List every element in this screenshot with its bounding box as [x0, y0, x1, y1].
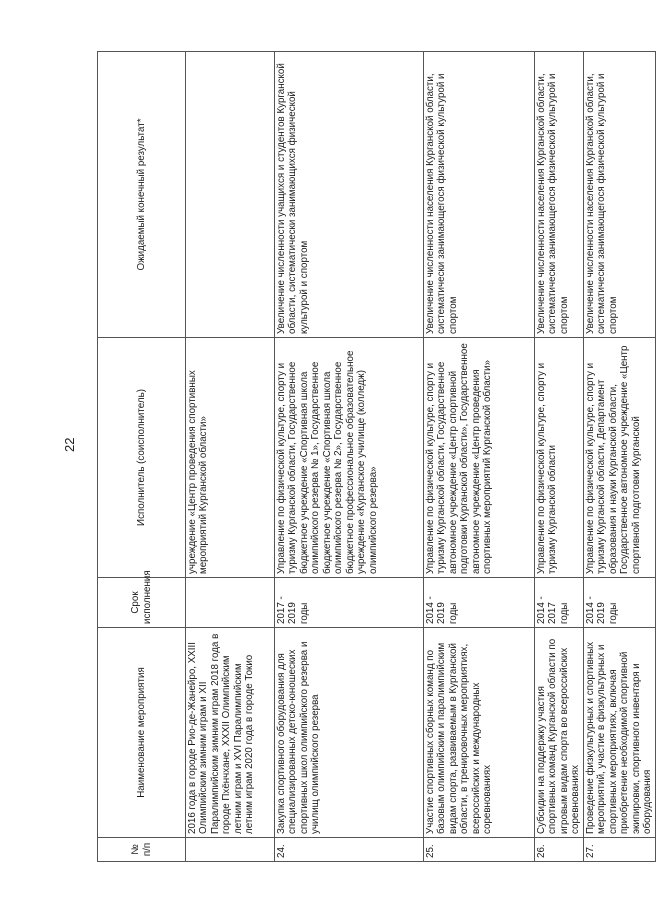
rotated-table-container: [97, 52, 654, 862]
cell-num: 27.: [583, 838, 655, 862]
cell-result: Увеличение численности населения Курганской области, систематически занимающегося физической культурой и спортом: [535, 52, 584, 338]
header-num: № п/п: [98, 838, 186, 862]
cell-executor: Управление по физической культуре, спорту и туризму Курганской области, Государственное автономное учреждение «Центр спортивной подготовки Курганской области», Государственное автономное учреждение «Центр проведения спортивных мероприятий Курганской области»: [424, 338, 535, 578]
cell-num: [186, 838, 275, 862]
table-row: [535, 52, 584, 862]
cell-result: Увеличение численности населения Курганской области, систематически занимающегося физической культурой и спортом: [424, 52, 535, 338]
header-result: Ожидаемый конечный результат*: [98, 52, 186, 338]
cell-executor: Управление по физической культуре, спорту и туризму Курганской области, Государственное бюджетное учреждение «Спортивная школа олимпийского резерва № 1», Государственное бюджетное учреждение «Спортивная школа олимпийского резерва № 2», Государственное бюджетное профессиональное образовательное учреждение «Курганское училище (колледж) олимпийского резерва»: [275, 338, 424, 578]
page-number: 22: [62, 437, 77, 452]
header-term: Срок исполнения: [98, 578, 186, 628]
cell-executor: Управление по физической культуре, спорту и туризму Курганской области: [535, 338, 584, 578]
table-header-row: [98, 52, 186, 862]
cell-term: 2014 - 2017 годы: [535, 578, 584, 628]
cell-num: 25.: [424, 838, 535, 862]
cell-name: Закупка спортивного оборудования для специализированных детско-юношеских спортивных школ олимпийского резерва и училищ олимпийского резерва: [275, 628, 424, 838]
cell-result: [186, 52, 275, 338]
cell-term: 2017 - 2019 годы: [275, 578, 424, 628]
cell-executor: Управление по физической культуре, спорту и туризму Курганской области, Департамент образования и науки Курганской области, Государственное автономное учреждение «Центр спортивной подготовки Курганской: [583, 338, 655, 578]
cell-num: 26.: [535, 838, 584, 862]
cell-executor: учреждение «Центр проведения спортивных мероприятий Курганской области»: [186, 338, 275, 578]
table-row: [186, 52, 275, 862]
table-row: [583, 52, 655, 862]
cell-name: Участие спортивных сборных команд по базовым олимпийским и паралимпийским видам спорта, развиваемым в Курганской области, в тренировочных мероприятиях, всероссийских и международных соревнованиях: [424, 628, 535, 838]
cell-term: [186, 578, 275, 628]
cell-name: Проведение физкультурных и спортивных мероприятий, участие в физкультурных и спортивных мероприятиях, включая приобретение необходимой спортивной экипировки, спортивного инвентаря и оборудования: [583, 628, 655, 838]
cell-name: Субсидии на поддержку участия спортивных команд Курганской области по игровым видам спорта во всероссийских соревнованиях: [535, 628, 584, 838]
cell-name: 2016 года в городе Рио-де-Жанейро, XXIII Олимпийским зимним играм и XII Паралимпийским зимним играм 2018 года в городе Пхёнчхане, XXXII Олимпийским летним играм и XVI Паралимпийским летним играм 2020 года в городе Токио: [186, 628, 275, 838]
cell-result: Увеличение численности учащихся и студентов Курганской области, систематически занимающихся физической культурой и спортом: [275, 52, 424, 338]
header-executor: Исполнитель (соисполнитель): [98, 338, 186, 578]
cell-term: 2014 - 2019 годы: [583, 578, 655, 628]
cell-term: 2014 - 2019 годы: [424, 578, 535, 628]
header-name: Наименование мероприятия: [98, 628, 186, 838]
table-row: [275, 52, 424, 862]
cell-result: Увеличение численности населения Курганской области, систематически занимающегося физической культурой и спортом: [583, 52, 655, 338]
table-row: [424, 52, 535, 862]
cell-num: 24.: [275, 838, 424, 862]
measures-table: [97, 51, 656, 862]
